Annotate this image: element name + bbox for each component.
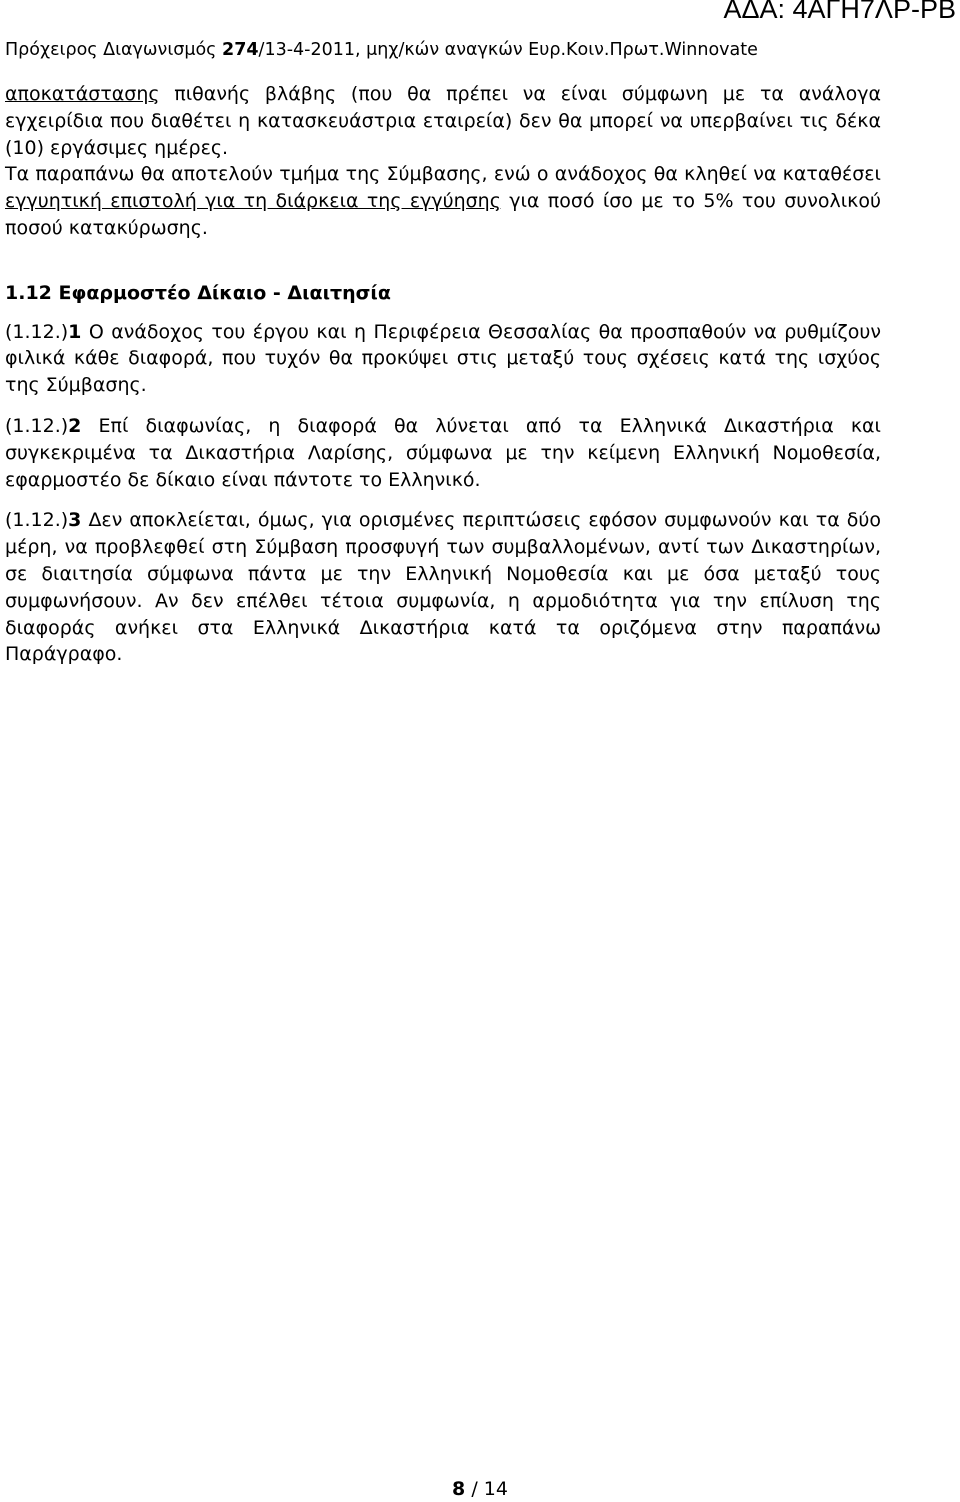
current-page-number: 8 [452, 1478, 466, 1500]
paragraph-repair-time [5, 81, 881, 161]
paragraph-text: πιθανής βλάβης (που θα πρέπει να είναι σύμφωνη με τα ανάλογα εγχειρίδια που διαθέτει η κατασκευάστρια εταιρεία) δεν θα μπορεί να υπερβαίνει τις δέκα (10) εργάσιμες ημέρες. [5, 83, 881, 159]
header-suffix: /13-4-2011, μηχ/κών αναγκών Ευρ.Κοιν.Πρωτ.Winnovate [258, 40, 758, 60]
clause-ref: (1.12.) [5, 509, 69, 532]
clause-number: 2 [68, 414, 82, 437]
clause-text: Ο ανάδοχος του έργου και η Περιφέρεια Θεσσαλίας θα προσπαθούν να ρυθμίζουν φιλικά κάθε διαφορά, που τυχόν θα προκύψει στις μεταξύ τους σχέσεις κατά της ισχύος της Σύμβασης. [5, 320, 881, 397]
section-heading: 1.12 Εφαρμοστέο Δίκαιο - Διαιτησία [5, 281, 391, 304]
document-header [5, 40, 758, 60]
total-pages: 14 [483, 1478, 508, 1500]
underlined-term-restoration: αποκατάστασης [5, 83, 160, 105]
clause-ref: (1.12.) [5, 414, 69, 437]
paragraph-text: Τα παραπάνω θα αποτελούν τμήμα της Σύμβασης, ενώ ο ανάδοχος θα κληθεί να καταθέσει [5, 163, 881, 186]
clause-number: 3 [68, 509, 82, 532]
document-body [5, 81, 881, 668]
clause-ref: (1.12.) [5, 320, 69, 343]
header-number: 274 [222, 40, 259, 60]
paragraph-text: για ποσό ίσο με το 5% του συνολικού ποσού κατακύρωσης. [5, 190, 881, 239]
paragraph-guarantee [5, 161, 881, 241]
clause-number: 1 [68, 320, 82, 343]
page-footer [0, 1478, 960, 1500]
underlined-term-guarantee-letter: εγγυητική επιστολή για τη διάρκεια της εγγύησης [5, 190, 501, 213]
page-separator: / [465, 1478, 484, 1500]
ada-code: ΑΔΑ: 4ΑΓΗ7ΛΡ-ΡΒ [723, 0, 956, 24]
clause-1 [5, 319, 881, 399]
clause-text: Δεν αποκλείεται, όμως, για ορισμένες περιπτώσεις εφόσον συμφωνούν και τα δύο μέρη, να προβλεφθεί στη Σύμβαση προσφυγή των συμβαλλομένων, αντί των Δικαστηρίων, σε διαιτησία σύμφωνα πάντα με την Ελληνική Νομοθεσία και με όσα μεταξύ τους συμφωνήσουν. Αν δεν επέλθει τέτοια συμφωνία, η αρμοδιότητα για την επίλυση της διαφοράς ανήκει στα Ελληνικά Δικαστήρια κατά τα οριζόμενα στην παραπάνω Παράγραφο. [5, 509, 881, 666]
clause-2 [5, 413, 881, 493]
clause-3 [5, 507, 881, 668]
header-prefix: Πρόχειρος Διαγωνισμός [5, 40, 223, 60]
clause-text: Επί διαφωνίας, η διαφορά θα λύνεται από τα Ελληνικά Δικαστήρια και συγκεκριμένα τα Δικαστήρια Λαρίσης, σύμφωνα με την κείμενη Ελληνική Νομοθεσία, εφαρμοστέο δε δίκαιο είναι πάντοτε το Ελληνικό. [5, 414, 881, 491]
